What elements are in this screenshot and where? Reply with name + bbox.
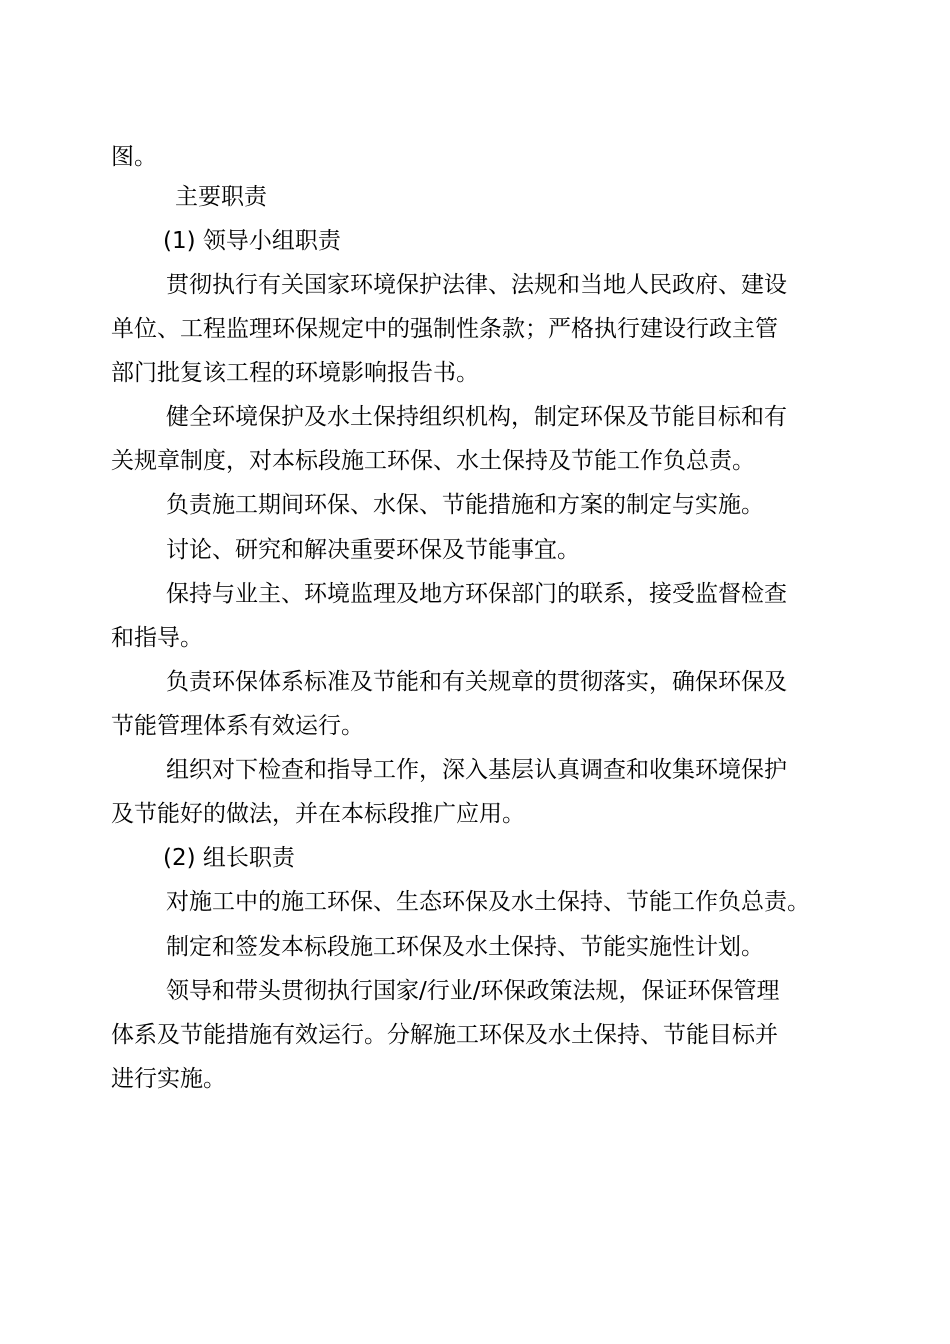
paragraph-line: 贯彻执行有关国家环境保护法律、法规和当地人民政府、建设: [166, 272, 787, 298]
paragraph-line: 单位、工程监理环保规定中的强制性条款；严格执行建设行政主管: [111, 316, 778, 342]
paragraph-line: 讨论、研究和解决重要环保及节能事宜。: [166, 537, 580, 563]
subsection-heading-2: (2) 组长职责: [163, 845, 295, 871]
paragraph-line: 负责施工期间环保、水保、节能措施和方案的制定与实施。: [166, 492, 764, 518]
paragraph-line: 部门批复该工程的环境影响报告书。: [111, 360, 479, 386]
paragraph-line: 节能管理体系有效运行。: [111, 713, 364, 739]
paragraph-line: 健全环境保护及水土保持组织机构，制定环保及节能目标和有: [166, 404, 787, 430]
paragraph-line: 及节能好的做法，并在本标段推广应用。: [111, 801, 525, 827]
paragraph-line: 保持与业主、环境监理及地方环保部门的联系，接受监督检查: [166, 581, 787, 607]
paragraph-line: 负责环保体系标准及节能和有关规章的贯彻落实，确保环保及: [166, 669, 787, 695]
paragraph-line: 领导和带头贯彻执行国家/行业/环保政策法规，保证环保管理: [166, 978, 780, 1004]
paragraph-line: 对施工中的施工环保、生态环保及水土保持、节能工作负总责。: [166, 889, 810, 915]
paragraph-line: 关规章制度，对本标段施工环保、水土保持及节能工作负总责。: [111, 448, 755, 474]
paragraph-line: 体系及节能措施有效运行。分解施工环保及水土保持、节能目标并: [111, 1022, 778, 1048]
paragraph-line: 和指导。: [111, 625, 203, 651]
paragraph-line: 进行实施。: [111, 1066, 226, 1092]
paragraph-tail-line: 图。: [111, 144, 157, 170]
subsection-heading-1: (1) 领导小组职责: [163, 228, 341, 254]
paragraph-line: 制定和签发本标段施工环保及水土保持、节能实施性计划。: [166, 934, 764, 960]
paragraph-line: 组织对下检查和指导工作，深入基层认真调查和收集环境保护: [166, 757, 787, 783]
section-heading: 主要职责: [175, 184, 267, 210]
